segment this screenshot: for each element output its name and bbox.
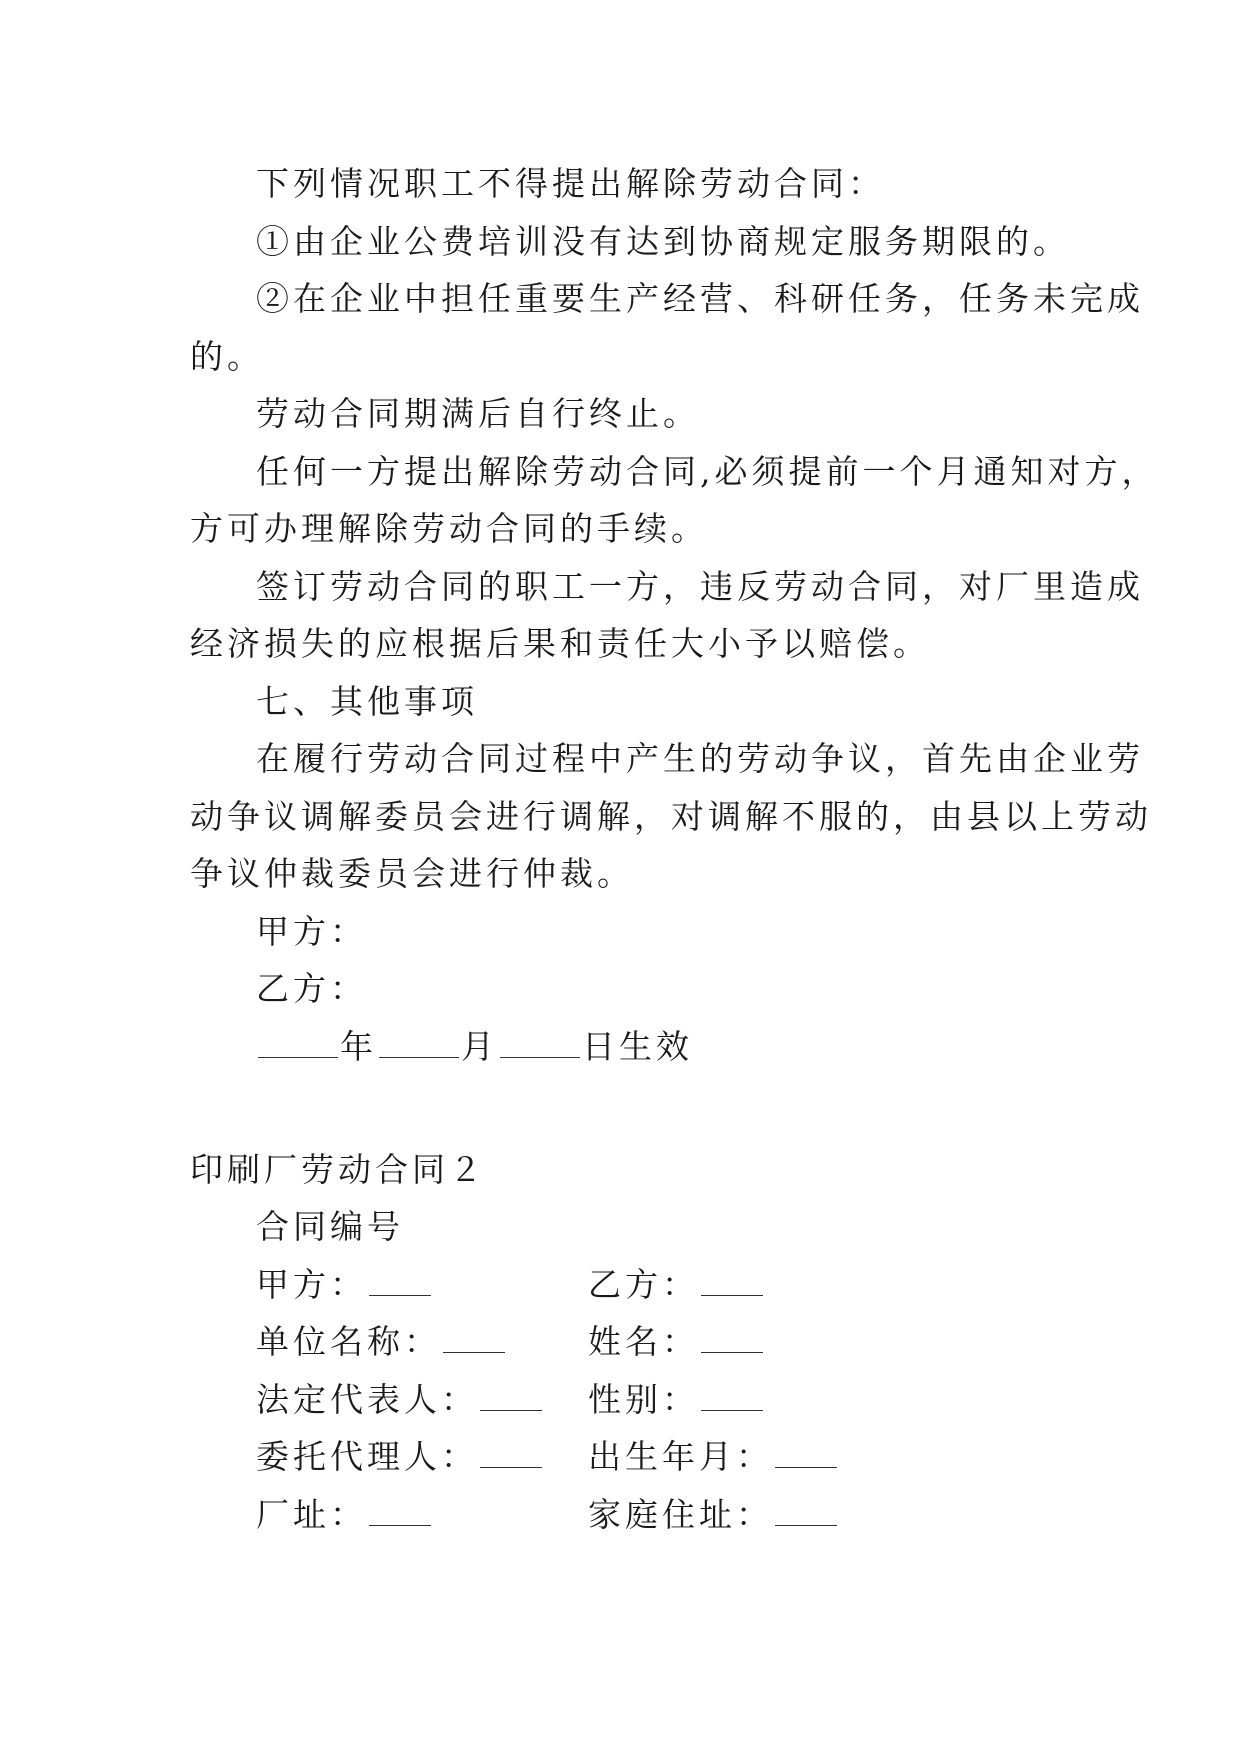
section-heading-other: 七、其他事项 [256, 682, 478, 721]
field-label: 乙方： [588, 1265, 699, 1304]
field-factory-address [256, 1493, 433, 1537]
contract-number-label: 合同编号 [256, 1207, 404, 1246]
effective-label: 日生效 [582, 1027, 693, 1066]
signature-party-b: 乙方： [256, 969, 367, 1008]
field-party-a [256, 1263, 433, 1307]
field-label: 单位名称： [256, 1322, 441, 1361]
field-label: 性别： [588, 1380, 699, 1419]
paragraph-dispute-line2: 动争议调解委员会进行调解，对调解不服的，由县以上劳动 [190, 797, 1152, 836]
month-label: 月 [461, 1027, 498, 1066]
paragraph-expiry: 劳动合同期满后自行终止。 [256, 394, 700, 433]
paragraph-item-2-line1: ②在企业中担任重要生产经营、科研任务，任务未完成 [256, 279, 1144, 318]
paragraph-item-1: ①由企业公费培训没有达到协商规定服务期限的。 [256, 222, 1070, 261]
field-blank[interactable] [369, 1501, 431, 1526]
field-label: 法定代表人： [256, 1380, 478, 1419]
field-blank[interactable] [775, 1501, 837, 1526]
field-agent [256, 1435, 544, 1479]
field-label: 家庭住址： [588, 1495, 773, 1534]
paragraph-no-termination: 下列情况职工不得提出解除劳动合同： [256, 164, 885, 203]
effective-date-line [256, 1025, 693, 1069]
paragraph-notice-line2: 方可办理解除劳动合同的手续。 [190, 509, 708, 548]
paragraph-compensation-line2: 经济损失的应根据后果和责任大小予以赔偿。 [190, 624, 930, 663]
field-blank[interactable] [480, 1386, 542, 1411]
field-label: 委托代理人： [256, 1437, 478, 1476]
paragraph-compensation-line1: 签订劳动合同的职工一方，违反劳动合同，对厂里造成 [256, 567, 1144, 606]
field-name [588, 1320, 765, 1364]
field-legal-rep [256, 1378, 544, 1422]
contract2-title: 印刷厂劳动合同２ [190, 1150, 486, 1189]
day-blank[interactable] [500, 1033, 580, 1058]
signature-party-a: 甲方： [256, 912, 367, 951]
year-blank[interactable] [258, 1033, 338, 1058]
field-blank[interactable] [701, 1328, 763, 1353]
field-birth-date [588, 1435, 839, 1479]
field-gender [588, 1378, 765, 1422]
field-label: 出生年月： [588, 1437, 773, 1476]
field-blank[interactable] [701, 1271, 763, 1296]
field-label: 厂址： [256, 1495, 367, 1534]
field-blank[interactable] [701, 1386, 763, 1411]
field-party-b [588, 1263, 765, 1307]
paragraph-item-2-line2: 的。 [190, 337, 264, 376]
field-blank[interactable] [775, 1443, 837, 1468]
field-home-address [588, 1493, 839, 1537]
field-unit-name [256, 1320, 507, 1364]
field-blank[interactable] [369, 1271, 431, 1296]
field-label: 姓名： [588, 1322, 699, 1361]
field-label: 甲方： [256, 1265, 367, 1304]
paragraph-dispute-line1: 在履行劳动合同过程中产生的劳动争议，首先由企业劳 [256, 739, 1144, 778]
year-label: 年 [340, 1027, 377, 1066]
paragraph-dispute-line3: 争议仲裁委员会进行仲裁。 [190, 854, 634, 893]
field-blank[interactable] [480, 1443, 542, 1468]
month-blank[interactable] [379, 1033, 459, 1058]
paragraph-notice-line1: 任何一方提出解除劳动合同,必须提前一个月通知对方， [256, 452, 1159, 491]
field-blank[interactable] [443, 1328, 505, 1353]
